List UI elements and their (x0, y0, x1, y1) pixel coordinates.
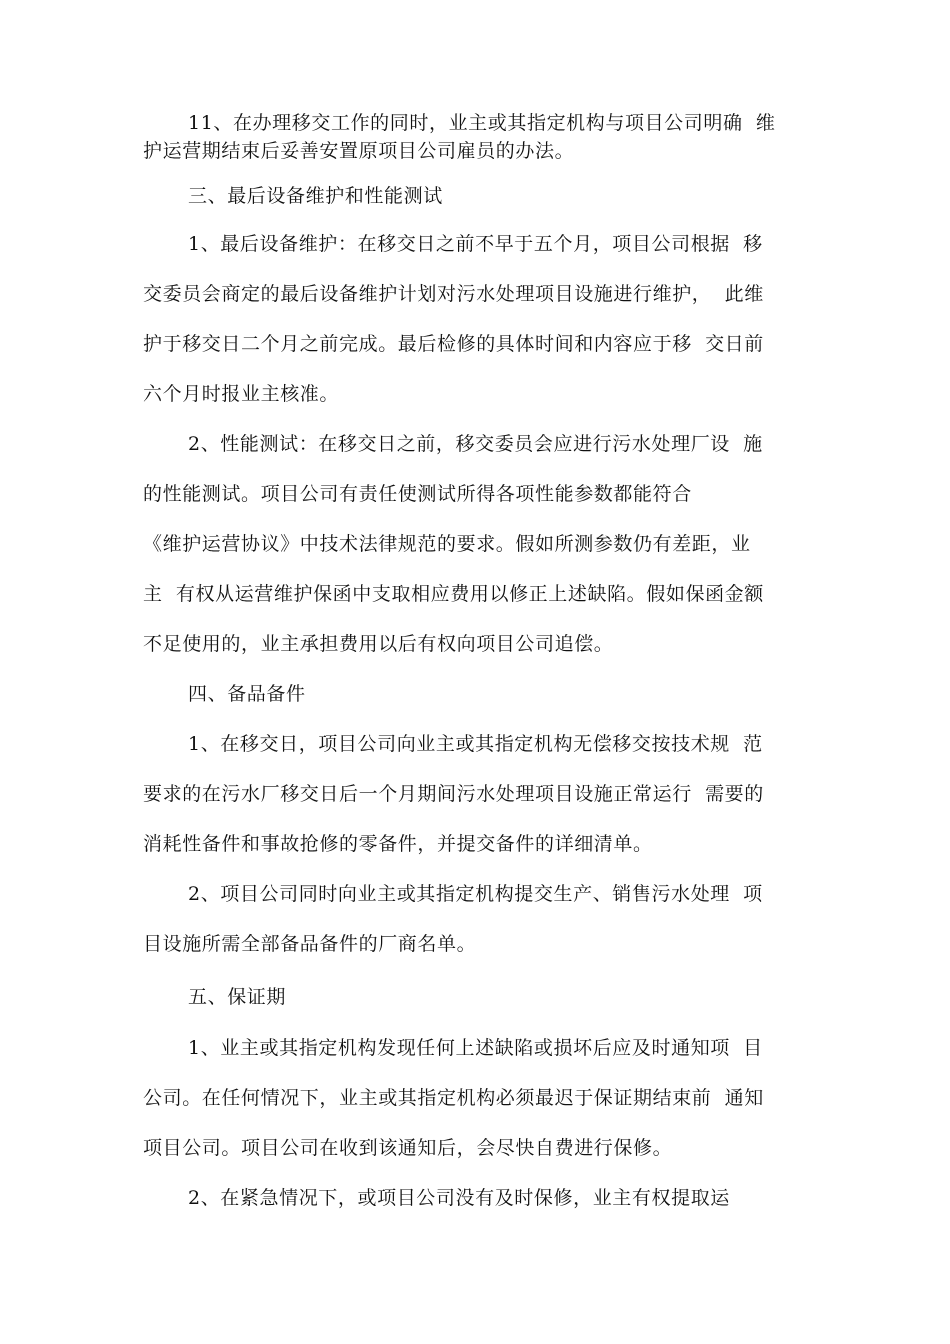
paragraph-line: 2、项目公司同时向业主或其指定机构提交生产、销售污水处理 项 (188, 883, 763, 905)
paragraph-line: 《维护运营协议》中技术法律规范的要求。假如所测参数仍有差距，业 (143, 533, 751, 555)
paragraph-line: 1、业主或其指定机构发现任何上述缺陷或损坏后应及时通知项 目 (188, 1037, 763, 1059)
paragraph-line: 2、在紧急情况下，或项目公司没有及时保修，业主有权提取运 (188, 1187, 730, 1209)
paragraph-line: 消耗性备件和事故抢修的零备件，并提交备件的详细清单。 (143, 833, 653, 855)
paragraph-line: 2、性能测试：在移交日之前，移交委员会应进行污水处理厂设 施 (188, 433, 763, 455)
paragraph-line: 主 有权从运营维护保函中支取相应费用以修正上述缺陷。假如保函金额 (143, 583, 764, 605)
paragraph-line: 1、最后设备维护：在移交日之前不早于五个月，项目公司根据 移 (188, 233, 763, 255)
paragraph-line: 护于移交日二个月之前完成。最后检修的具体时间和内容应于移 交日前 (143, 333, 764, 355)
section-heading: 五、保证期 (188, 986, 287, 1008)
paragraph-line: 公司。在任何情况下，业主或其指定机构必须最迟于保证期结束前 通知 (143, 1087, 764, 1109)
paragraph-line: 不足使用的，业主承担费用以后有权向项目公司追偿。 (143, 633, 614, 655)
paragraph-line: 交委员会商定的最后设备维护计划对污水处理项目设施进行维护， 此维 (143, 283, 764, 305)
paragraph-line: 六个月时报业主核准。 (143, 383, 340, 405)
section-heading: 四、备品备件 (188, 683, 306, 705)
paragraph-line: 的性能测试。项目公司有责任使测试所得各项性能参数都能符合 (143, 483, 692, 505)
paragraph-line: 1、在移交日，项目公司向业主或其指定机构无偿移交按技术规 范 (188, 733, 763, 755)
paragraph-line: 项目公司。项目公司在收到该通知后，会尽快自费进行保修。 (143, 1137, 673, 1159)
paragraph-line: 目设施所需全部备品备件的厂商名单。 (143, 933, 477, 955)
paragraph-line: 要求的在污水厂移交日后一个月期间污水处理项目设施正常运行 需要的 (143, 783, 764, 805)
paragraph-line: 11、在办理移交工作的同时，业主或其指定机构与项目公司明确 维 (188, 112, 776, 134)
paragraph-line: 护运营期结束后妥善安置原项目公司雇员的办法。 (143, 140, 575, 162)
section-heading: 三、最后设备维护和性能测试 (188, 185, 443, 207)
